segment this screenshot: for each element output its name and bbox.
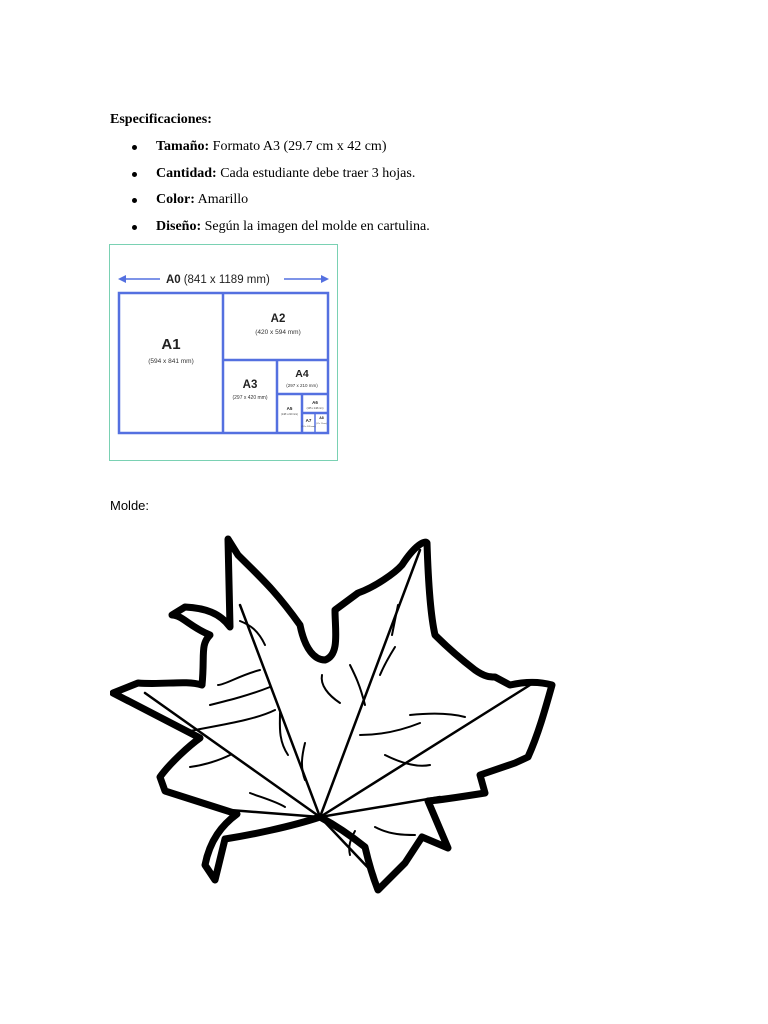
a4-dims: (297 x 210 mm) [286, 383, 318, 388]
bullet-icon [132, 225, 137, 230]
a7-label: A7 [305, 418, 312, 423]
a3-label: A3 [242, 379, 258, 391]
molde-label: Molde: [110, 498, 150, 513]
maple-leaf-outline [110, 535, 560, 895]
bullet-icon [132, 172, 137, 177]
bullet-icon [132, 145, 137, 150]
a6-dims: (105 x 148 mm) [306, 407, 324, 410]
a7-dims: (74 x 105 mm) [301, 426, 316, 428]
spec-item-design [110, 218, 430, 245]
a8-dims: (52 x 74 mm) [316, 423, 327, 425]
spec-item-quantity [110, 165, 430, 192]
a0-label: A0 [166, 274, 181, 286]
a1-label: A1 [161, 336, 181, 353]
specs-heading: Especificaciones: [110, 112, 212, 127]
spec-label: Color: [156, 192, 195, 207]
a5-label: A5 [286, 406, 293, 411]
a3-dims: (297 x 420 mm) [232, 395, 268, 401]
spec-label: Cantidad: [156, 165, 217, 181]
a0-title [166, 274, 270, 286]
a5-dims: (148 x 210 mm) [281, 413, 298, 416]
a8-label: A8 [319, 416, 324, 420]
spec-value: Formato A3 (29.7 cm x 42 cm) [209, 139, 387, 154]
a2-label: A2 [270, 313, 286, 325]
a2-dims: (420 x 594 mm) [255, 329, 301, 336]
a1-dims: (594 x 841 mm) [148, 358, 194, 365]
spec-label: Tamaño: [156, 139, 210, 154]
a0-dims: (841 x 1189 mm) [183, 274, 270, 286]
bullet-icon [132, 198, 137, 203]
spec-list [110, 138, 430, 244]
spec-label: Diseño: [156, 218, 202, 234]
a6-label: A6 [312, 400, 318, 405]
spec-value: Cada estudiante debe traer 3 hojas. [216, 165, 416, 181]
spec-item-color [110, 191, 430, 218]
paper-sizes-figure [109, 244, 338, 461]
a4-label: A4 [295, 368, 309, 380]
spec-value: Según la imagen del molde en cartulina. [201, 218, 430, 234]
spec-value: Amarillo [194, 192, 249, 207]
spec-item-size [110, 138, 430, 165]
